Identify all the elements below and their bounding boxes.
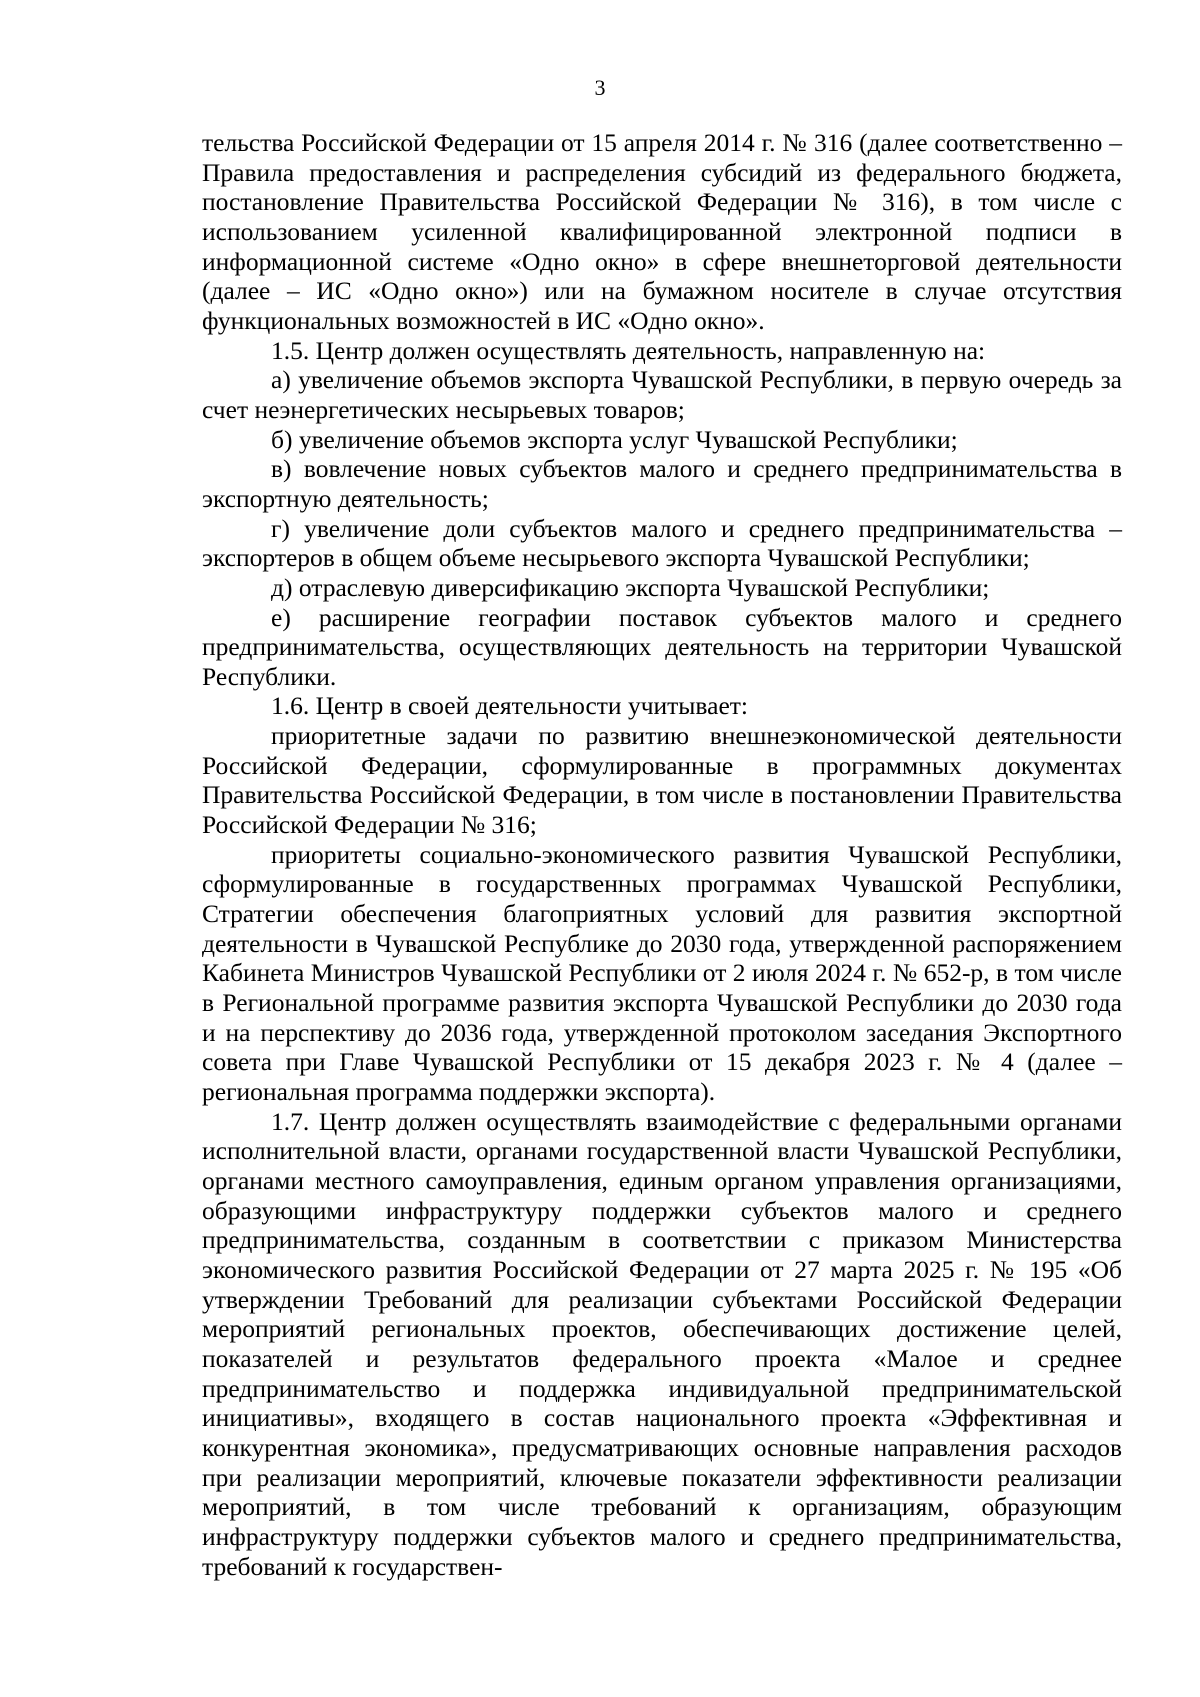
paragraph-priority-tasks: приоритетные задачи по развитию внешнеэкономической деятельности Российской Федерации, сформулированные в программных документах Правительства Российской Федерации, в том числе в постановлении Правительства Российской Федерации № 316;	[202, 721, 1122, 840]
list-item-e: е) расширение географии поставок субъектов малого и среднего предпринимательства, осуществляющих деятельность на территории Чувашской Республики.	[202, 602, 1122, 691]
list-item-g: г) увеличение доли субъектов малого и среднего предпринимательства – экспортеров в общем объеме несырьевого экспорта Чувашской Республики;	[202, 513, 1122, 573]
list-item-a: а) увеличение объемов экспорта Чувашской Республики, в первую очередь за счет неэнергетических несырьевых товаров;	[202, 365, 1122, 424]
paragraph-1-5: 1.5. Центр должен осуществлять деятельность, направленную на:	[271, 335, 986, 365]
page-number: 3	[594, 75, 606, 100]
list-item-d: д) отраслевую диверсификацию экспорта Чувашской Республики;	[271, 572, 990, 602]
document-body	[202, 128, 1122, 1581]
paragraph-1-7: 1.7. Центр должен осуществлять взаимодействие с федеральными органами исполнительной власти, органами государственной власти Чувашской Республики, органами местного самоуправления, единым органом управления организациями, образующими инфраструктуру поддержки субъектов малого и среднего предпринимательства, созданным в соответствии с приказом Министерства экономического развития Российской Федерации от 27 марта 2025 г. № 195 «Об утверждении Требований для реализации субъектами Российской Федерации мероприятий региональных проектов, обеспечивающих достижение целей, показателей и результатов федерального проекта «Малое и среднее предпринимательство и поддержка индивидуальной предпринимательской инициативы», входящего в состав национального проекта «Эффективная и конкурентная экономика», предусматривающих основные направления расходов при реализации мероприятий, ключевые показатели эффективности реализации мероприятий, в том числе требований к организациям, образующим инфраструктуру поддержки субъектов малого и среднего предпринимательства, требований к государствен-	[202, 1106, 1122, 1581]
list-item-v: в) вовлечение новых субъектов малого и среднего предпринимательства в экспортную деятельность;	[202, 454, 1122, 513]
paragraph-1-6: 1.6. Центр в своей деятельности учитывает:	[271, 691, 749, 721]
paragraph-priorities: приоритеты социально-экономического развития Чувашской Республики, сформулированные в государственных программах Чувашской Республики, Стратегии обеспечения благоприятных условий для развития экспортной деятельности в Чувашской Республике до 2030 года, утвержденной распоряжением Кабинета Министров Чувашской Республики от 2 июля 2024 г. № 652-р, в том числе в Региональной программе развития экспорта Чувашской Республики до 2030 года и на перспективу до 2036 года, утвержденной протоколом заседания Экспортного совета при Главе Чувашской Республики от 15 декабря 2023 г. № 4 (далее – региональная программа поддержки экспорта).	[202, 839, 1122, 1106]
paragraph-1-4-continuation: тельства Российской Федерации от 15 апреля 2014 г. № 316 (далее соответственно – Правила предоставления и распределения субсидий из федерального бюджета, постановление Правительства Российской Федерации № 316), в том числе с использованием усиленной квалифицированной электронной подписи в информационной системе «Одно окно» в сфере внешнеторговой деятельности (далее – ИС «Одно окно») или на бумажном носителе в случае отсутствия функциональных возможностей в ИС «Одно окно».	[202, 128, 1122, 335]
list-item-b: б) увеличение объемов экспорта услуг Чувашской Республики;	[271, 424, 958, 454]
